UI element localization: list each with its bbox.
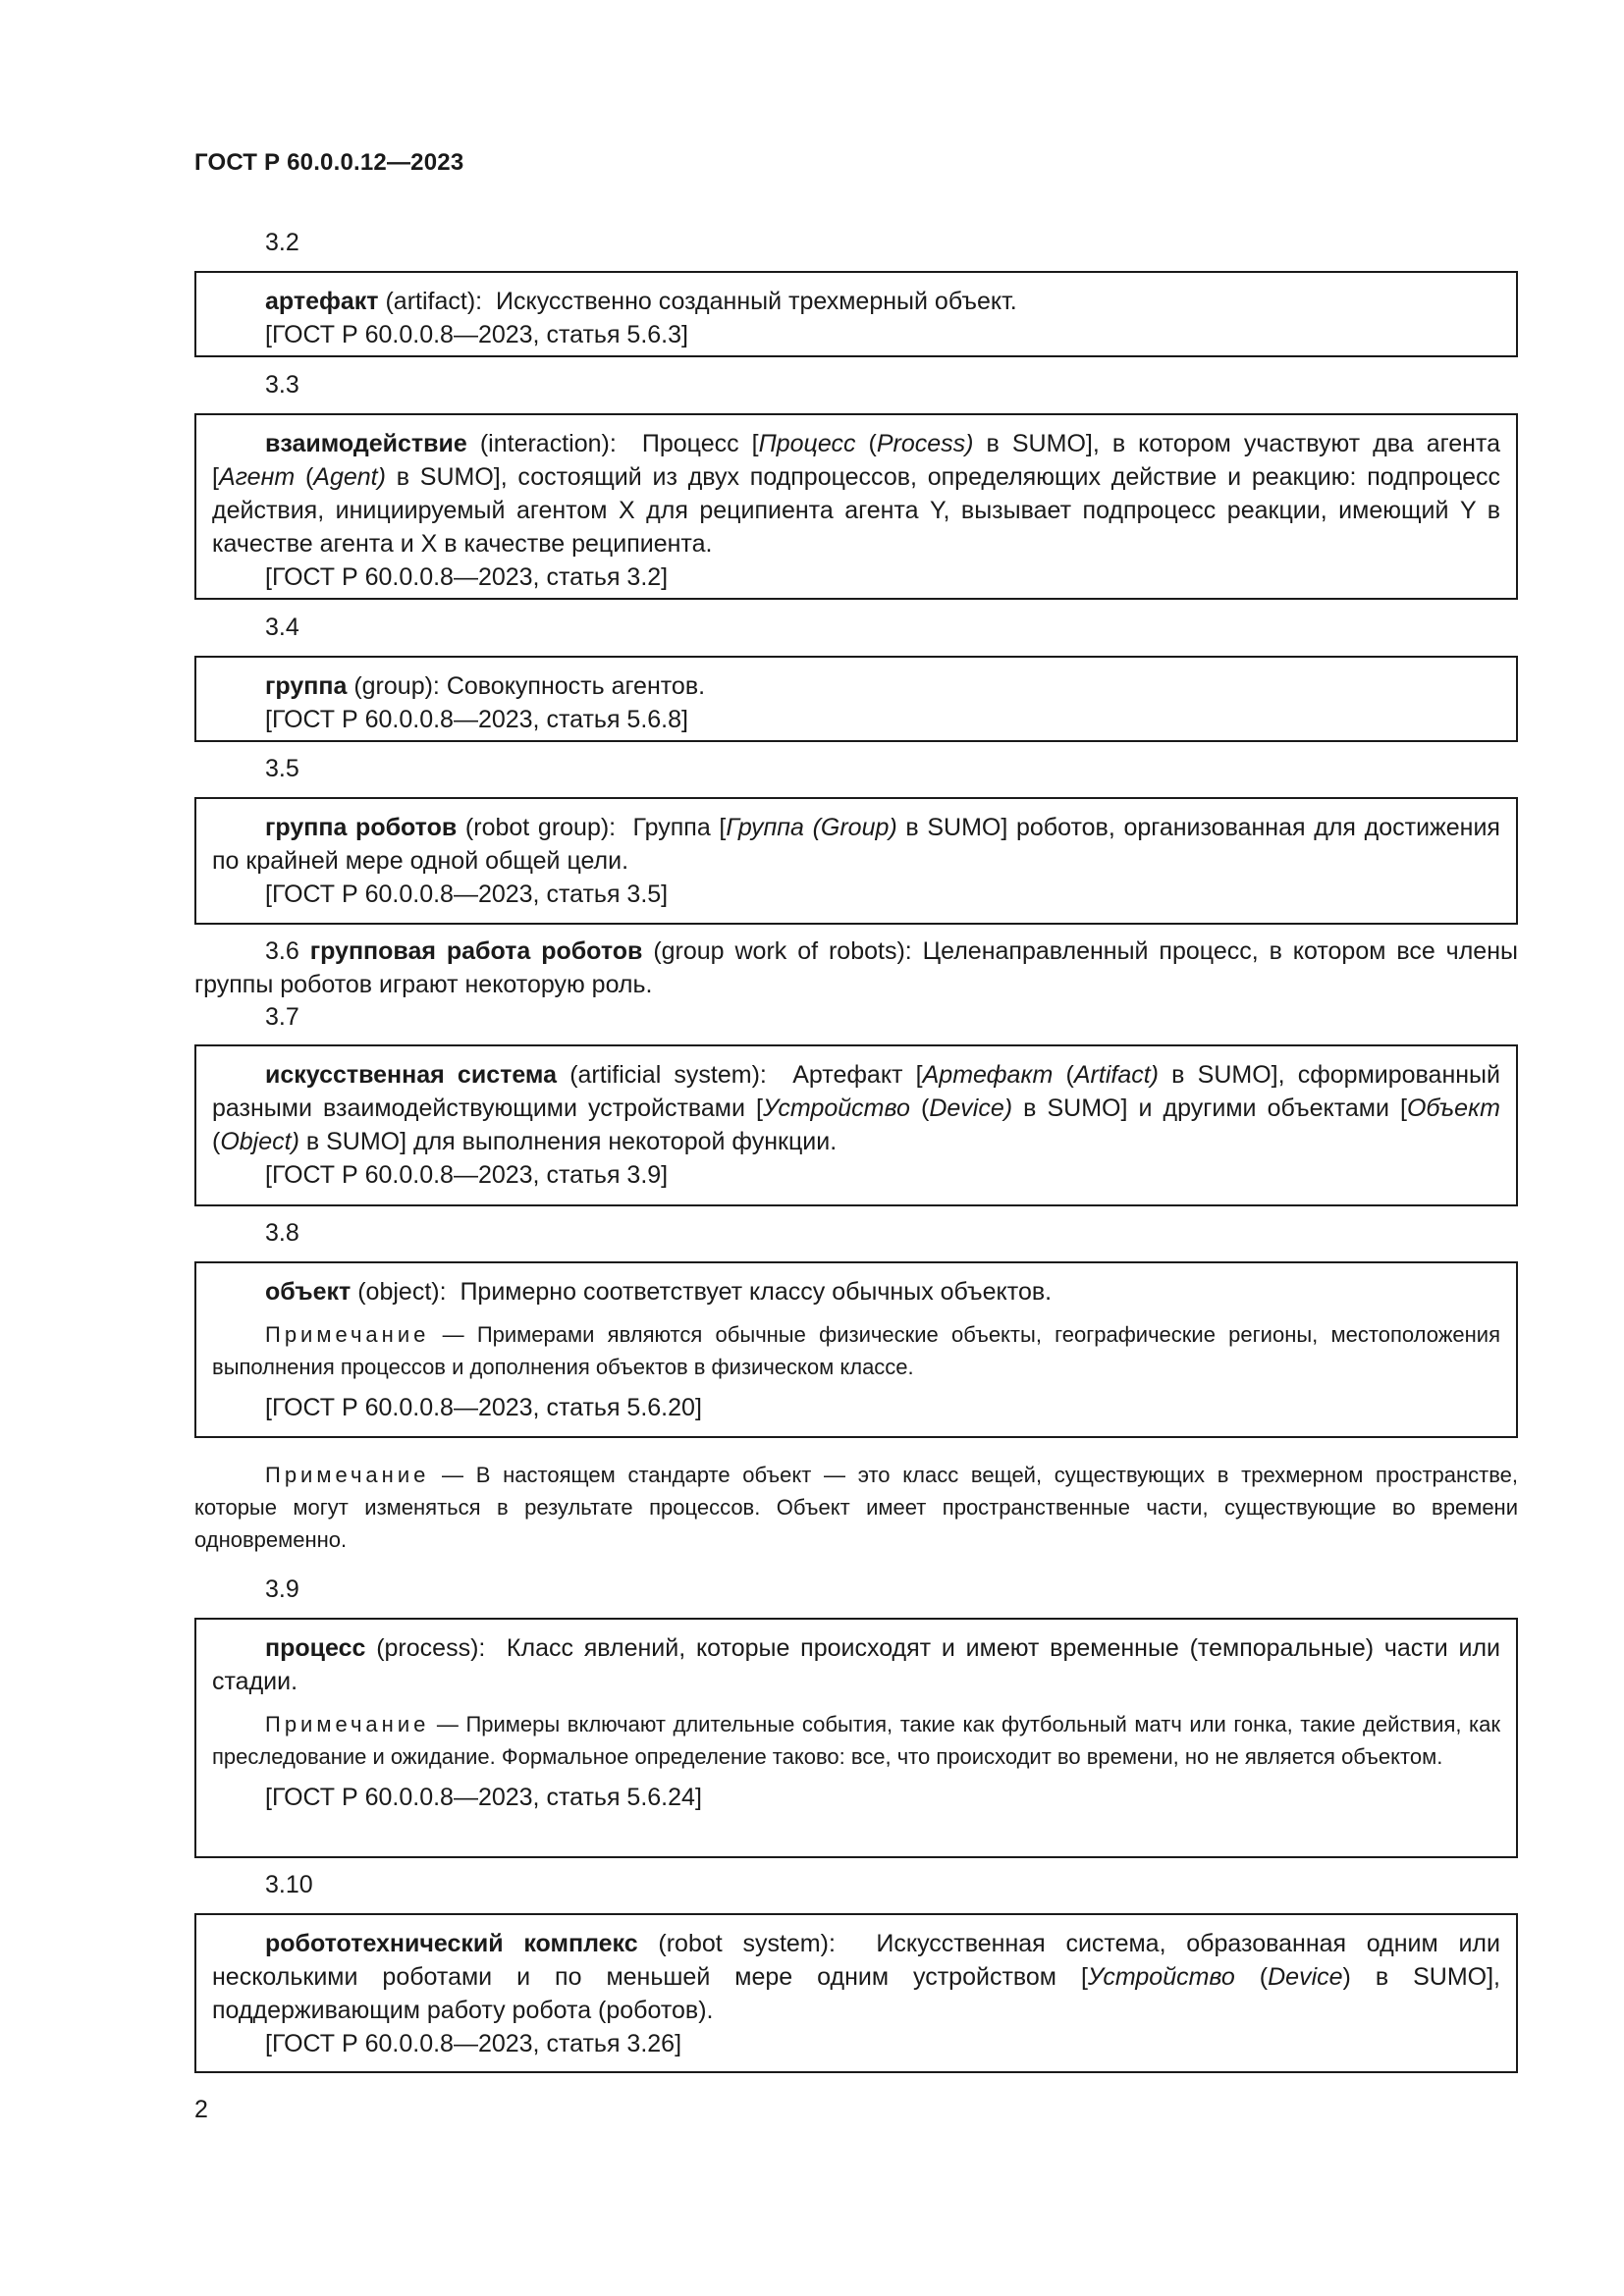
definition-box-3-5: [194, 797, 1518, 925]
definition-body: Совокупность агентов.: [446, 672, 706, 700]
term-en: (process):: [376, 1634, 486, 1662]
note-lead: Примечание: [265, 1463, 430, 1487]
italic-part: Artifact): [1073, 1061, 1159, 1089]
definition-text-3-2: [265, 285, 1500, 318]
text-part: Группа [: [632, 814, 727, 841]
term-en: (artifact):: [385, 288, 483, 315]
term: взаимодействие: [265, 430, 467, 457]
definition-box-3-7: [194, 1044, 1518, 1206]
italic-part: Object): [220, 1128, 299, 1155]
term: артефакт: [265, 288, 379, 315]
italic-part: Агент: [218, 463, 296, 491]
definition-text-3-10: [212, 1927, 1500, 2027]
source-reference: [ГОСТ Р 60.0.0.8—2023, статья 3.9]: [265, 1161, 669, 1189]
text-part: в SUMO], состоящий из двух подпроцессов, определяющих действие и реакцию: подпроцесс действия, инициируемый агентом X для реципиента агента Y, вызывает подпроцесс реакции, имеющий Y в качестве агента и X в качестве реципиента.: [212, 463, 1501, 558]
term-en: (object):: [357, 1278, 447, 1306]
clause-number-3-5: 3.5: [265, 755, 299, 782]
term: объект: [265, 1278, 352, 1306]
text-part: (: [212, 1128, 221, 1155]
note-3-9: [212, 1708, 1500, 1773]
term-en: (group work of robots):: [653, 937, 912, 965]
text-part: в SUMO], сформированный разными взаимодействующими устройствами [: [212, 1061, 1500, 1122]
definition-text-3-8: [265, 1275, 1500, 1308]
clause-number-3-2: 3.2: [265, 229, 299, 256]
definition-text-3-9: [212, 1631, 1500, 1698]
definition-text-3-3: [212, 427, 1500, 561]
clause-number-3-8: 3.8: [265, 1219, 299, 1247]
term: процесс: [265, 1634, 366, 1662]
text-part: Процесс [: [641, 430, 759, 457]
italic-part: Артефакт: [922, 1061, 1054, 1089]
italic-part: Agent): [313, 463, 386, 491]
text-part: (: [295, 463, 314, 491]
definition-body: Искусственно созданный трехмерный объект.: [496, 288, 1017, 315]
text-part: Искусственная система, образованная одним или несколькими роботами и по меньшей мере одним устройством [: [212, 1930, 1500, 1991]
source-reference: [ГОСТ Р 60.0.0.8—2023, статья 3.26]: [265, 2030, 682, 2057]
definition-text-3-5: [212, 811, 1500, 878]
definition-body: Класс явлений, которые происходят и имеют временные (темпоральные) части или стадии.: [212, 1634, 1500, 1695]
term: группа: [265, 672, 348, 700]
text-part: ) в SUMO], поддерживающим работу робота (роботов).: [212, 1963, 1500, 2024]
page-number: 2: [194, 2096, 208, 2123]
text-part: в SUMO] для выполнения некоторой функции.: [298, 1128, 838, 1155]
source-reference: [ГОСТ Р 60.0.0.8—2023, статья 3.2]: [265, 563, 669, 591]
note-lead: Примечание: [265, 1322, 430, 1347]
term: робототехнический комплекс: [265, 1930, 638, 1957]
definition-body: Примерно соответствует классу обычных объектов.: [460, 1278, 1053, 1306]
term-en: (robot system):: [658, 1930, 836, 1957]
definition-box-3-10: [194, 1913, 1518, 2073]
definition-box-3-8: [194, 1261, 1518, 1438]
italic-part: Группа (Group): [726, 814, 897, 841]
clause-number-3-4: 3.4: [265, 614, 299, 641]
italic-part: Устройство: [762, 1095, 910, 1122]
clause-number-3-10: 3.10: [265, 1871, 313, 1898]
term-en: (group):: [353, 672, 440, 700]
text-part: в SUMO], в котором участвуют два агента [: [212, 430, 1500, 491]
clause-number-3-6: 3.6: [265, 937, 299, 965]
definition-box-3-2: [194, 271, 1518, 357]
source-reference: [ГОСТ Р 60.0.0.8—2023, статья 5.6.20]: [265, 1394, 702, 1421]
definition-text-3-4: [265, 669, 1500, 703]
text-part: в SUMO] и другими объектами [: [1012, 1095, 1407, 1122]
term: групповая работа роботов: [309, 937, 643, 965]
text-part: (: [855, 430, 877, 457]
standalone-note: [194, 1459, 1518, 1556]
note-text: — Примерами являются обычные физические объекты, географические регионы, местоположения выполнения процессов и дополнения объектов в физическом классе.: [212, 1322, 1500, 1379]
italic-part: Объект: [1406, 1095, 1500, 1122]
note-text: — В настоящем стандарте объект — это класс вещей, существующих в трехмерном пространстве, которые могут изменяться в результате процессов. Объект имеет пространственные части, существующие во времени одновременно.: [194, 1463, 1518, 1552]
note-lead: Примечание: [265, 1712, 430, 1736]
italic-part: Устройство: [1087, 1963, 1235, 1991]
text-part: в SUMO] роботов, организованная для достижения по крайней мере одной общей цели.: [212, 814, 1500, 875]
text-part: (: [1053, 1061, 1074, 1089]
text-part: (: [1234, 1963, 1269, 1991]
term: группа роботов: [265, 814, 458, 841]
term-en: (artificial system):: [569, 1061, 767, 1089]
note-text: — Примеры включают длительные события, такие как футбольный матч или гонка, такие действия, как преследование и ожидание. Формальное определение таково: все, что происходит во времени, но не является объектом.: [212, 1712, 1500, 1769]
italic-part: Process): [876, 430, 974, 457]
clause-number-3-7: 3.7: [265, 1003, 299, 1031]
definition-box-3-4: [194, 656, 1518, 742]
source-reference: [ГОСТ Р 60.0.0.8—2023, статья 5.6.8]: [265, 706, 688, 733]
definition-text-3-6: [194, 934, 1518, 1001]
text-part: (: [909, 1095, 930, 1122]
definition-text-3-7: [212, 1058, 1500, 1158]
italic-part: Device): [929, 1095, 1013, 1122]
note-3-8: [212, 1318, 1500, 1383]
clause-number-3-3: 3.3: [265, 371, 299, 399]
source-reference: [ГОСТ Р 60.0.0.8—2023, статья 5.6.3]: [265, 321, 688, 348]
term-en: (robot group):: [464, 814, 617, 841]
standard-designation: ГОСТ Р 60.0.0.12—2023: [194, 149, 464, 176]
definition-box-3-3: [194, 413, 1518, 600]
italic-part: Процесс: [758, 430, 856, 457]
clause-number-3-9: 3.9: [265, 1575, 299, 1603]
term: искусственная система: [265, 1061, 557, 1089]
definition-box-3-9: [194, 1618, 1518, 1858]
definition-body: Целенаправленный процесс, в котором все члены группы роботов играют некоторую роль.: [194, 937, 1518, 998]
source-reference: [ГОСТ Р 60.0.0.8—2023, статья 3.5]: [265, 881, 669, 908]
italic-part: Device: [1268, 1963, 1343, 1991]
term-en: (interaction):: [479, 430, 617, 457]
source-reference: [ГОСТ Р 60.0.0.8—2023, статья 5.6.24]: [265, 1784, 702, 1811]
text-part: Артефакт [: [792, 1061, 923, 1089]
